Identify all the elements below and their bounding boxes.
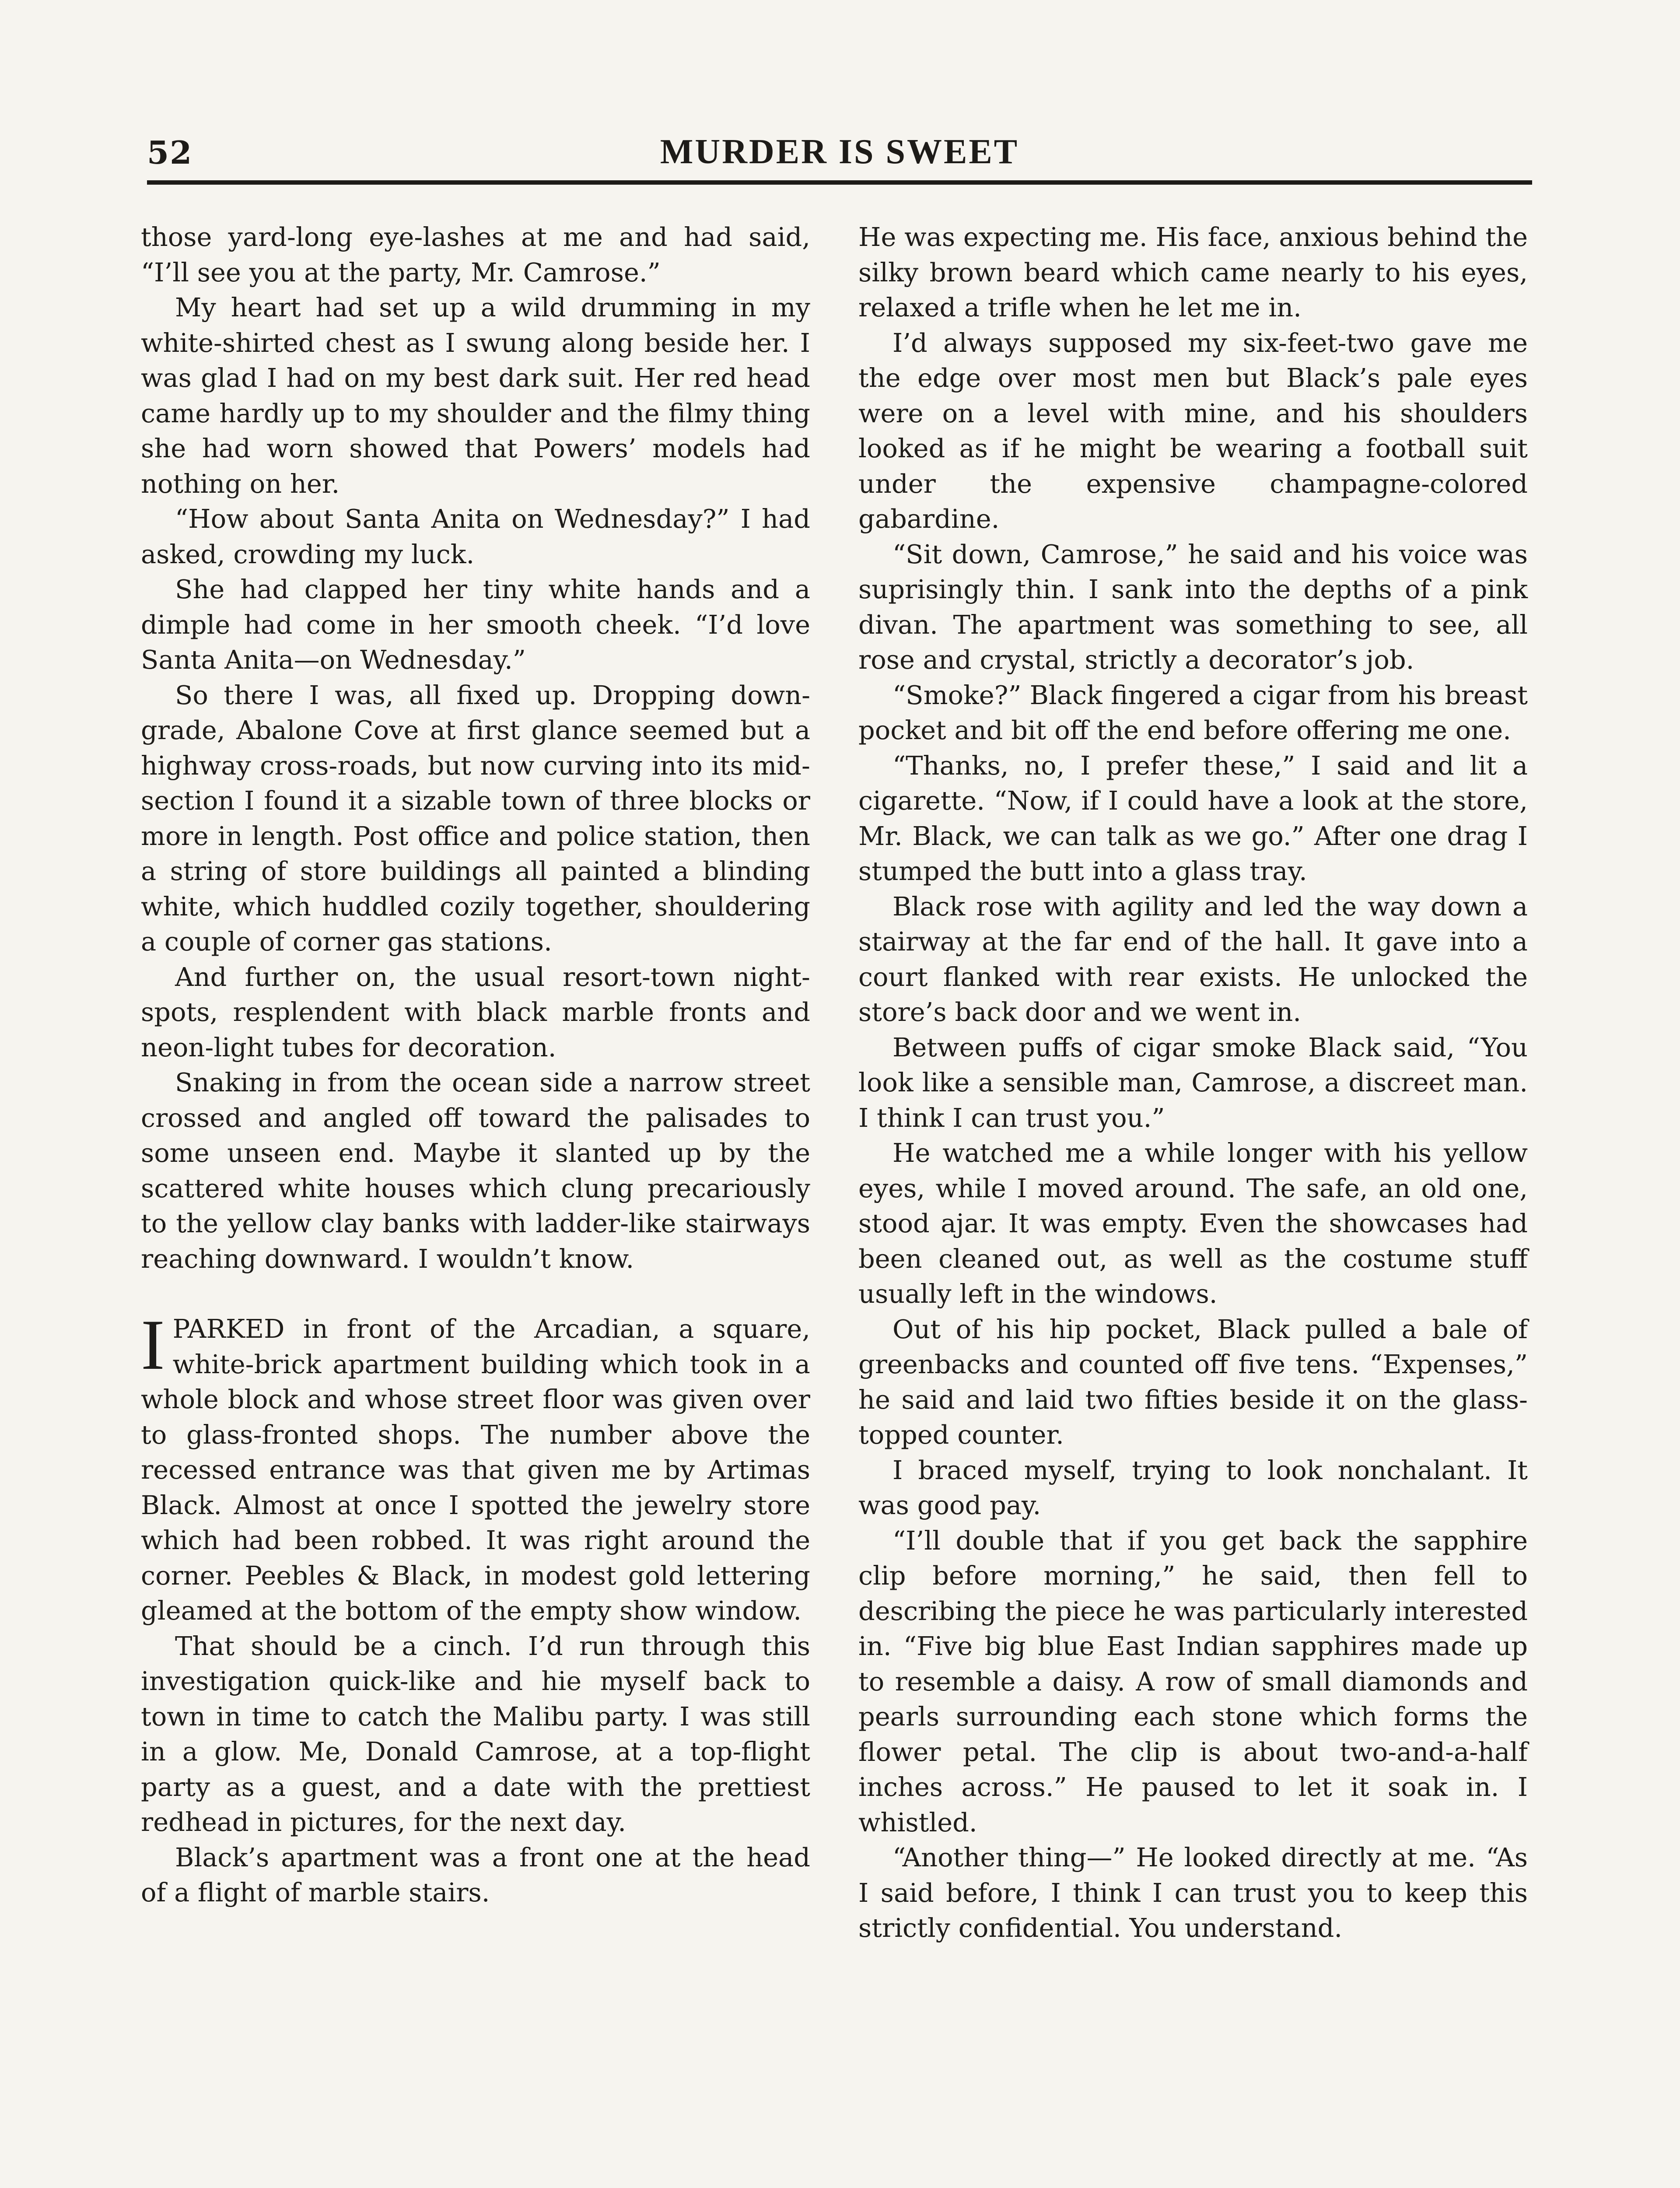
paragraph: Black’s apartment was a front one at the head of a flight of marble stairs. — [141, 1842, 810, 1907]
paragraph: I’d always supposed my six-feet-two gave me the edge over most men but Black’s pale eyes were on a level with mine, and his shoulders looked as if he might be wearing a football suit under the expensive champagne-colored gabardine. — [858, 327, 1528, 534]
paragraph: Black rose with agility and led the way down a stairway at the far end of the hall. It gave into a court flanked with rear exists. He unlocked the store’s back door and we went in. — [858, 891, 1528, 1027]
paragraph: “I’ll double that if you get back the sapphire clip before morning,” he said, then fell to describing the piece he was particularly interested in. “Five big blue East Indian sapphires made up to resemble a daisy. A row of small diamonds and pearls surrounding each stone which forms the flower petal. The clip is about two-and-a-half inches across.” He paused to let it soak in. I whistled. — [858, 1525, 1528, 1837]
paragraph-text: PARKED in front of the Arcadian, a square, white-brick apartment building which took in a whole block and whose street floor was given over to glass-fronted shops. The number above the recessed entrance was that given me by Artimas Black. Almost at once I spotted the jewelry store which had been robbed. It was right around the corner. Peebles & Black, in modest gold lettering gleamed at the bottom of the empty show window. — [141, 1314, 810, 1626]
paragraph: Between puffs of cigar smoke Black said, “You look like a sensible man, Camrose, a discreet man. I think I can trust you.” — [858, 1032, 1528, 1133]
section-opening-paragraph — [141, 1305, 810, 1629]
paragraph: “Thanks, no, I prefer these,” I said and lit a cigarette. “Now, if I could have a look at the store, Mr. Black, we can talk as we go.” After one drag I stumped the butt into a glass tray. — [858, 750, 1528, 886]
paragraph: That should be a cinch. I’d run through this investigation quick-like and hie myself back to town in time to catch the Malibu party. I was still in a glow. Me, Donald Camrose, at a top-flight party as a guest, and a date with the prettiest redhead in pictures, for the next day. — [141, 1630, 810, 1837]
paragraph: He watched me a while longer with his yellow eyes, while I moved around. The safe, an old one, stood ajar. It was empty. Even the showcases had been cleaned out, as well as the costume stuff usually left in the windows. — [858, 1138, 1528, 1309]
drop-cap: I — [141, 1305, 165, 1385]
paragraph: And further on, the usual resort-town night-spots, resplendent with black marble fronts and neon-light tubes for decoration. — [141, 961, 810, 1062]
paragraph: “How about Santa Anita on Wednesday?” I had asked, crowding my luck. — [141, 504, 810, 569]
paragraph: “Sit down, Camrose,” he said and his voice was suprisingly thin. I sank into the depths of a pink divan. The apartment was something to see, all rose and crystal, strictly a decorator’s job. — [858, 539, 1528, 675]
paragraph: Snaking in from the ocean side a narrow street crossed and angled off toward the palisades to some unseen end. Maybe it slanted up by the scattered white houses which clung precariously to the yellow clay banks with ladder-like stairways reaching downward. I wouldn’t know. — [141, 1067, 810, 1274]
paragraph: “Another thing—” He looked directly at me. “As I said before, I think I can trust you to keep this strictly confidential. You understand. — [858, 1842, 1528, 1943]
page-header — [147, 130, 1532, 186]
left-column — [141, 220, 810, 1911]
section-break — [141, 1276, 810, 1311]
paragraph: He was expecting me. His face, anxious behind the silky brown beard which came nearly to his eyes, relaxed a trifle when he let me in. — [858, 222, 1528, 323]
paragraph: She had clapped her tiny white hands and a dimple had come in her smooth cheek. “I’d love Santa Anita—on Wednesday.” — [141, 574, 810, 675]
paragraph: “Smoke?” Black fingered a cigar from his breast pocket and bit off the end before offering me one. — [858, 680, 1528, 745]
paragraph: I braced myself, trying to look nonchalant. It was good pay. — [858, 1455, 1528, 1520]
paragraph: those yard-long eye-lashes at me and had said, “I’ll see you at the party, Mr. Camrose.” — [141, 222, 810, 288]
header-rule — [147, 180, 1532, 185]
running-title: MURDER IS SWEET — [660, 133, 1019, 171]
paragraph: My heart had set up a wild drumming in my white-shirted chest as I swung along beside her. I was glad I had on my best dark suit. Her red head came hardly up to my shoulder and the filmy thing she had worn showed that Powers’ models had nothing on her. — [141, 292, 810, 499]
paragraph: So there I was, all fixed up. Dropping down-grade, Abalone Cove at first glance seemed but a highway cross-roads, but now curving into its mid-section I found it a sizable town of three blocks or more in length. Post office and police station, then a string of store buildings all painted a blinding white, which huddled cozily together, shouldering a couple of corner gas stations. — [141, 680, 810, 957]
right-column — [858, 220, 1528, 1946]
paragraph: Out of his hip pocket, Black pulled a bale of greenbacks and counted off five tens. “Expenses,” he said and laid two fifties beside it on the glass-topped counter. — [858, 1314, 1528, 1450]
page-number: 52 — [147, 134, 193, 171]
